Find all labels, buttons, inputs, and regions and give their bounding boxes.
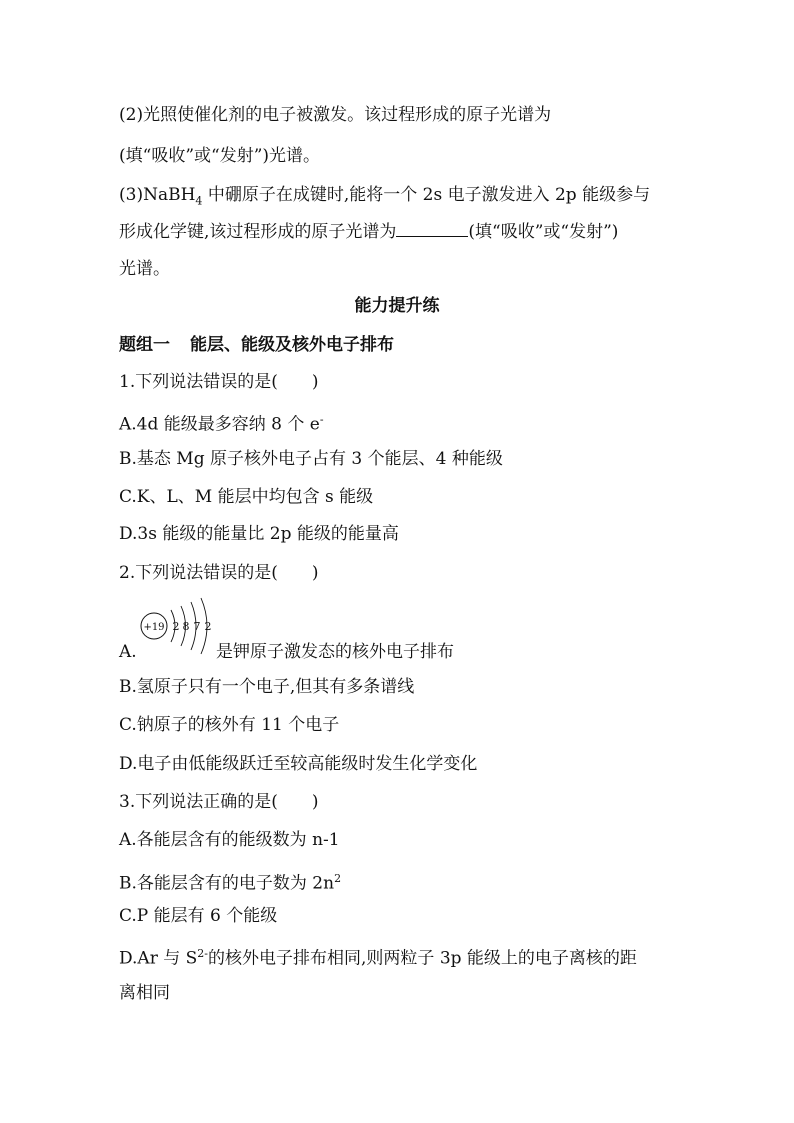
q3-d-post: 的核外电子排布相同,则两粒子 3p 能级上的电子离核的距 <box>208 948 637 969</box>
q2-option-a-text: 是钾原子激发态的核外电子排布 <box>216 642 454 662</box>
q1-option-c: C.K、L、M 能层中均包含 s 能级 <box>119 487 374 507</box>
q1-option-d: D.3s 能级的能量比 2p 能级的能量高 <box>119 524 399 544</box>
q-prev3-pre: (3)NaBH <box>119 185 196 205</box>
q-prev3-line1 <box>119 184 650 212</box>
q-prev2-line2: (填“吸收”或“发射”)光谱。 <box>119 146 321 166</box>
q-prev3-sub: 4 <box>195 194 203 208</box>
shell-1-count: 2 <box>172 620 180 633</box>
q1-option-a <box>119 409 324 436</box>
q-prev3-line3: 光谱。 <box>119 259 170 279</box>
q3-b-sup: 2 <box>334 872 342 885</box>
section-title: 能力提升练 <box>354 296 440 316</box>
q-prev3-line2 <box>119 220 618 243</box>
q3-d-pre: D.Ar 与 S <box>119 948 198 969</box>
q2-stem: 2.下列说法错误的是( ) <box>119 563 319 583</box>
q1-stem: 1.下列说法错误的是( ) <box>119 372 319 392</box>
shell-2-count: 8 <box>182 620 190 633</box>
group-title: 能层、能级及核外电子排布 <box>190 335 394 355</box>
q3-b-text: B.各能层含有的电子数为 2n <box>119 873 335 894</box>
q1-a-text: A.4d 能级最多容纳 8 个 e <box>119 414 320 435</box>
q3-stem: 3.下列说法正确的是( ) <box>119 792 319 812</box>
q3-option-d-line2: 离相同 <box>119 983 170 1003</box>
q3-option-a: A.各能层含有的能级数为 n-1 <box>119 830 340 850</box>
q1-a-sup: - <box>319 413 324 426</box>
q2-option-a-label: A. <box>119 642 137 662</box>
q-prev3-line2-pre: 形成化学键,该过程形成的原子光谱为 <box>119 222 397 242</box>
shell-4-count: 2 <box>204 620 212 633</box>
q2-option-d: D.电子由低能级跃迁至较高能级时发生化学变化 <box>119 754 478 774</box>
group-heading <box>119 334 394 356</box>
atom-structure-diagram <box>135 596 225 656</box>
q3-option-c: C.P 能层有 6 个能级 <box>119 906 278 926</box>
q-prev3-post: 中硼原子在成键时,能将一个 2s 电子激发进入 2p 能级参与 <box>202 185 651 205</box>
q1-option-b: B.基态 Mg 原子核外电子占有 3 个能层、4 种能级 <box>119 449 503 469</box>
q2-option-b: B.氢原子只有一个电子,但其有多条谱线 <box>119 677 415 697</box>
shell-3-count: 7 <box>193 620 201 633</box>
group-label: 题组一 <box>119 335 170 355</box>
answer-blank[interactable] <box>396 220 468 237</box>
q-prev3-line2-post: (填“吸收”或“发射”) <box>468 222 619 242</box>
q3-option-d <box>119 943 637 970</box>
q3-d-sup: 2- <box>197 947 209 960</box>
nucleus-label: +19 <box>143 622 165 633</box>
q3-option-b <box>119 868 341 895</box>
q2-option-c: C.钠原子的核外有 11 个电子 <box>119 715 340 735</box>
q-prev2-line1: (2)光照使催化剂的电子被激发。该过程形成的原子光谱为 <box>119 105 552 125</box>
